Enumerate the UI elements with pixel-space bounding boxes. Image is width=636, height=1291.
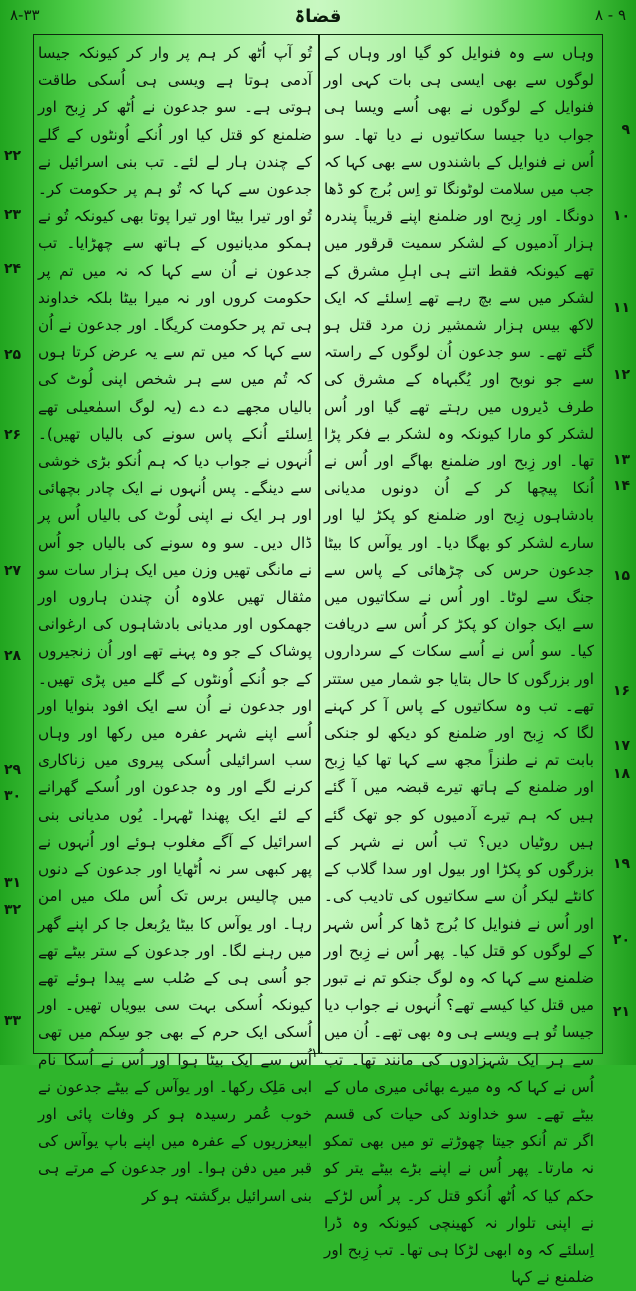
verse-number: ۲۸ — [4, 648, 22, 664]
right-column — [324, 40, 594, 1287]
column-divider — [318, 34, 320, 1054]
verse-number: ۲۵ — [4, 347, 22, 363]
chapter-range-left: ۸-۳۳ — [10, 6, 40, 24]
verse-number: ۲۲ — [4, 148, 22, 164]
verse-number: ۱۱ — [612, 300, 630, 316]
verse-number: ۱۴ — [612, 478, 630, 494]
verse-number: ۲۹ — [4, 762, 22, 778]
left-column-text: تُو آپ اُٹھ کر ہم پر وار کر کیونکہ جیسا آدمی ہوتا ہے ویسی ہی اُسکی طاقت ہوتی ہے۔ سو جدعون نے اُٹھ کر زِبح اور ضلمنع کو قتل کیا اور اُنکے اُونٹوں کے گلے کے چندن ہار لے لئے۔ تب بنی اسرائیل نے جدعون سے کہا کہ تُو ہم پر حکومت کر۔ تُو اور تیرا بیٹا اور تیرا پوتا بھی کیونکہ تُو نے ہمکو مدیانیوں کے ہاتھ سے چھڑایا۔ تب جدعون نے اُن سے کہا کہ نہ میں تم پر حکومت کروں اور نہ میرا بیٹا بلکہ خداوند ہی تم پر حکومت کریگا۔ اور جدعون نے اُن سے کہا کہ میں تم سے یہ عرض کرتا ہوں کہ تُم میں سے ہر شخص اپنی لُوٹ کی بالیاں مجھے دے دے (یہ لوگ اسمٰعیلی تھے اِسلئے اُنکے پاس سونے کی بالیاں تھیں)۔ اُنہوں نے جواب دیا کہ ہم اُنکو بڑی خوشی سے دینگے۔ پس اُنہوں نے ایک چادر بچھائی اور ہر ایک نے اپنی لُوٹ کی بالیاں اُس پر ڈال دیں۔ سو وہ سونے کی بالیاں جو اُس نے مانگی تھیں وزن میں ایک ہزار سات سو مثقال تھیں علاوہ اُن چندن ہاروں اور جھمکوں اور مدیانی بادشاہوں کی ارغوانی پوشاک کے جو وہ پہنے تھے اور اُن زنجیروں کے جو اُنکے اُونٹوں کے گلے میں پڑی تھیں۔ اور جدعون نے اُن سے ایک افود بنوایا اور اُسے اپنے شہر عفرہ میں رکھا اور وہاں سب اسرائیلی اُسکی پیروی میں زناکاری کرنے لگے اور وہ جدعون اور اُسکے گھرانے کے لئے ایک پھندا ٹھہرا۔ یُوں مدیانی بنی اسرائیل کے آگے مغلوب ہوئے اور اُنہوں نے پھر کبھی سر نہ اُٹھایا اور جدعون کے دنوں میں چالیس برس تک اُس ملک میں امن رہا۔ اور یوآس کا بیٹا یرُبعل جا کر اپنے گھر میں رہنے لگا۔ اور جدعون کے ستر بیٹے تھے جو اُسی ہی کے صُلب سے پیدا ہوئے تھے کیونکہ اُسکی بہت سی بیویاں تھیں۔ اور اُسکی ایک حرم کے بھی جو سِکم میں تھی اُس سے ایک بیٹا ہوا اور اُس نے اُسکا نام ابی مَلِک رکھا۔ اور یوآس کے بیٹے جدعون نے خوب عُمر رسیدہ ہو کر وفات پائی اور ابیعزریوں کے عفرہ میں اپنے باپ یوآس کی قبر میں دفن ہوا۔ اور جدعون کے مرتے ہی بنی اسرائیل برگشتہ ہو کر — [38, 44, 312, 1205]
verse-number: ۱۸ — [612, 766, 630, 782]
book-title: قضاۃ — [294, 6, 342, 27]
verse-number: ۱۰ — [612, 208, 630, 224]
right-column-text: وہاں سے وہ فنوایل کو گیا اور وہاں کے لوگوں سے بھی ایسی ہی بات کہی اور فنوایل کے لوگوں نے بھی اُسے ویسا ہی جواب دیا جیسا سکاتیوں نے دیا تھا۔ سو اُس نے فنوایل کے باشندوں سے بھی کہا کہ جب میں سلامت لوٹونگا تو اِس بُرج کو ڈھا دونگا۔ اور زِبح اور ضلمنع اپنے قریباً پندرہ ہزار آدمیوں کے لشکر سمیت قرقور میں تھے کیونکہ فقط اتنے ہی اہلِ مشرق کے لشکر میں سے بچ رہے تھے اِسلئے کہ ایک لاکھ بیس ہزار شمشیر زن مرد قتل ہو گئے تھے۔ سو جدعون اُن لوگوں کے راستہ سے جو نوبح اور یُگبہاہ کے مشرق کی طرف ڈیروں میں رہتے تھے گیا اور اُس لشکر کو مارا کیونکہ وہ لشکر بے فکر پڑا تھا۔ اور زِبح اور ضلمنع بھاگے اور اُس نے اُنکا پیچھا کر کے اُن دونوں مدیانی بادشاہوں زِبح اور ضلمنع کو پکڑ لیا اور سارے لشکر کو بھگا دیا۔ اور یوآس کا بیٹا جدعون حرس کی چڑھائی کے پاس سے جنگ سے لوٹا۔ اور اُس نے سکاتیوں میں سے ایک جوان کو پکڑ کر اُس سے دریافت کیا۔ سو اُس نے اُسے سکات کے سرداروں اور بزرگوں کا حال بتایا جو شمار میں ستتر تھے۔ تب وہ سکاتیوں کے پاس آ کر کہنے لگا کہ زِبح اور ضلمنع کو دیکھ لو جنکی بابت تم نے طنزاً مجھ سے کہا تھا کیا زِبح اور ضلمنع کے ہاتھ تیرے قبضہ میں آ گئے ہیں کہ ہم تیرے آدمیوں کو جو تھک گئے ہیں روٹیاں دیں؟ تب اُس نے شہر کے بزرگوں کو پکڑا اور بیول اور سدا گلاب کے کانٹے لیکر اُن سے سکاتیوں کی تادیب کی۔ اور اُس نے فنوایل کا بُرج ڈھا کر اُس شہر کے لوگوں کو قتل کیا۔ پھر اُس نے زِبح اور ضلمنع سے کہا کہ وہ لوگ جنکو تم نے تبور میں قتل کیا کیسے تھے؟ اُنہوں نے جواب دیا جیسا تُو ہے ویسے ہی وہ بھی تھے۔ اُن میں سے ہر ایک شہزادوں کی مانند تھا۔ تب اُس نے کہا کہ وہ میرے بھائی میری ماں کے بیٹے تھے۔ سو خداوند کی حیات کی قسم اگر تم اُنکو جیتا چھوڑتے تو میں بھی تمکو نہ مارتا۔ پھر اُس نے اپنے بڑے بیٹے یتر کو حکم کیا کہ اُٹھ اُنکو قتل کر۔ پر اُس لڑکے نے اپنی تلوار نہ کھینچی کیونکہ وہ ڈرا اِسلئے کہ وہ ابھی لڑکا ہی تھا۔ تب زِبح اور ضلمنع نے کہا — [324, 44, 594, 1287]
verse-number: ۲۱ — [612, 1004, 630, 1020]
verse-number: ۱۵ — [612, 568, 630, 584]
page-header — [0, 0, 636, 34]
verse-number: ۳۳ — [4, 1013, 22, 1029]
verse-number: ۲۳ — [4, 207, 22, 223]
verse-number: ۱۲ — [612, 367, 630, 383]
verse-number: ۱۷ — [612, 738, 630, 754]
chapter-range-right: ۸ - ۹ — [594, 6, 626, 24]
verse-number: ۲۷ — [4, 563, 22, 579]
verse-number: ۳۲ — [4, 902, 22, 918]
verse-number: ۳۰ — [4, 788, 22, 804]
verse-number: ۹ — [621, 122, 630, 138]
page-number: ۱۰ — [311, 1046, 325, 1061]
verse-number: ۱۹ — [612, 856, 630, 872]
verse-number: ۱۶ — [612, 683, 630, 699]
verse-number: ۳۱ — [4, 875, 22, 891]
left-column — [38, 40, 312, 1205]
verse-number: ۱۳ — [612, 452, 630, 468]
verse-number: ۲۰ — [612, 932, 630, 948]
verse-number: ۲۴ — [4, 261, 22, 277]
verse-number: ۲۶ — [4, 427, 22, 443]
